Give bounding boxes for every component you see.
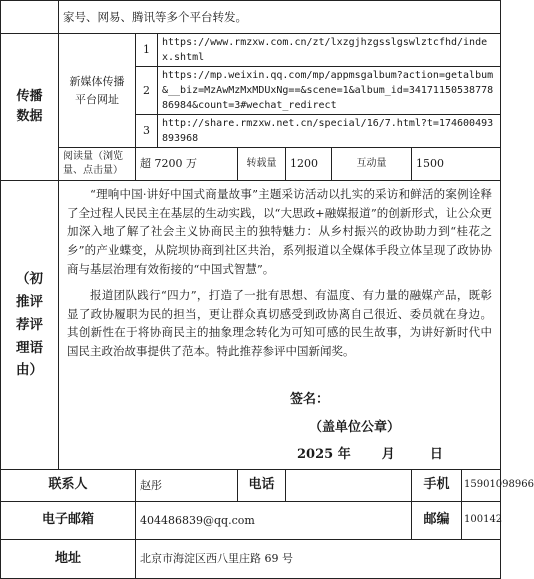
contact-person-value[interactable]: 赵彤 bbox=[136, 470, 238, 502]
mobile-value[interactable]: 15901098966 bbox=[462, 470, 501, 502]
address-row bbox=[1, 540, 501, 579]
signature-label: 签名： bbox=[289, 391, 329, 407]
contact-person-label: 联系人 bbox=[1, 470, 136, 502]
views-label: 阅读量（浏览量、点击量） bbox=[59, 148, 136, 181]
continuation-left-cell bbox=[1, 1, 59, 34]
review-label: （初推评荐评理语由） bbox=[1, 181, 59, 470]
address-label: 地址 bbox=[1, 540, 136, 579]
date-line bbox=[67, 446, 492, 465]
url-link-2[interactable]: https://mp.weixin.qq.com/mp/appmsgalbum?action=getalbum&__biz=MzAwMzMxMDUxNg==&scene=1&album_id=3417115053877886984&count=3#wechat_redirect bbox=[158, 67, 501, 115]
url-index-3: 3 bbox=[136, 115, 158, 148]
seal-label: （盖单位公章） bbox=[308, 420, 400, 436]
interactions-label: 互动量 bbox=[332, 148, 412, 181]
email-row bbox=[1, 502, 501, 540]
review-content bbox=[59, 181, 501, 470]
url-link-1[interactable]: https://www.rmzxw.com.cn/zt/lxzgjhzgsslgswlztcfhd/index.shtml bbox=[158, 34, 501, 67]
review-row bbox=[1, 181, 501, 470]
continuation-text: 家号、网易、腾讯等多个平台转发。 bbox=[59, 1, 501, 34]
interactions-value: 1500 bbox=[412, 148, 501, 181]
phone-value[interactable] bbox=[286, 470, 412, 502]
mobile-label: 手机 bbox=[412, 470, 462, 502]
views-value: 超 7200 万 bbox=[136, 148, 238, 181]
date-year: 2025 年 bbox=[297, 447, 351, 463]
url-link-3[interactable]: http://share.rmzxw.net.cn/special/16/7.html?t=174600493893968 bbox=[158, 115, 501, 148]
url-index-2: 2 bbox=[136, 67, 158, 115]
phone-label: 电话 bbox=[238, 470, 286, 502]
postcode-label: 邮编 bbox=[412, 502, 462, 540]
reposts-value: 1200 bbox=[286, 148, 332, 181]
contact-row bbox=[1, 470, 501, 502]
review-paragraph-2: 报道团队践行“四力”，打造了一批有思想、有温度、有力量的融媒产品，既彰显了政协履职为民的担当，更让群众真切感受到政协离自己很近、委员就在身边。其创新性在于将协商民主的抽象理念转化为可知可感的民生故事，为讲好新时代中国民主政治故事提供了范本。特此推荐参评中国新闻奖。 bbox=[67, 288, 492, 358]
address-value[interactable]: 北京市海淀区西八里庄路 69 号 bbox=[136, 540, 501, 579]
reposts-label: 转载量 bbox=[238, 148, 286, 181]
date-month: 月 bbox=[381, 447, 395, 463]
platform-url-label: 新媒体传播平台网址 bbox=[59, 34, 136, 148]
stats-row bbox=[1, 148, 501, 181]
email-value[interactable]: 404486839@qq.com bbox=[136, 502, 412, 540]
email-label: 电子邮箱 bbox=[1, 502, 136, 540]
continuation-row bbox=[1, 1, 501, 34]
review-paragraph-1: “理响中国·讲好中国式商量故事”主题采访活动以扎实的采访和鲜活的案例诠释了全过程人民民主在基层的生动实践，以“大思政+融媒报道”的创新形式，让公众更加深入地了解了社会主义协商民主的独特魅力：从乡村振兴的政协助力到“桂花之乡”的产业蝶变，从院坝协商到社区共治，系列报道以全媒体手段立体呈现了政协协商与基层治理有效衔接的“中国式智慧”。 bbox=[67, 187, 492, 276]
url-index-1: 1 bbox=[136, 34, 158, 67]
postcode-value[interactable]: 100142 bbox=[462, 502, 501, 540]
spread-data-label: 传播数据 bbox=[1, 34, 59, 181]
date-day: 日 bbox=[429, 447, 443, 463]
